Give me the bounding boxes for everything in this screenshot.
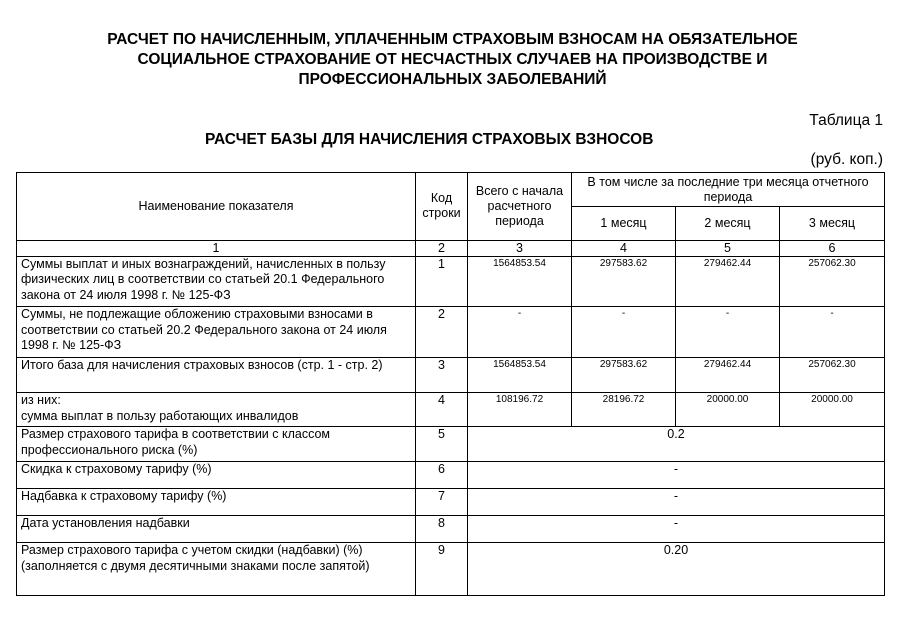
row-month-3: 257062.30	[780, 256, 885, 306]
row-value: 0.2	[468, 427, 885, 461]
column-number: 4	[572, 240, 676, 256]
row-name: Скидка к страховому тарифу (%)	[17, 461, 416, 488]
table-row	[17, 357, 885, 392]
row-month-1: 28196.72	[572, 393, 676, 427]
row-code: 1	[416, 256, 468, 306]
row-name	[17, 393, 416, 427]
row-code: 4	[416, 393, 468, 427]
row-name: Размер страхового тарифа в соответствии с классом профессионального риска (%)	[17, 427, 416, 461]
row-code: 9	[416, 543, 468, 596]
row-code: 5	[416, 427, 468, 461]
table-row	[17, 461, 885, 488]
table-row	[17, 307, 885, 357]
row-name: Суммы выплат и иных вознаграждений, начисленных в пользу физических лиц в соответствии со статьей 20.1 Федерального закона от 24 июля 1998 г. № 125-ФЗ	[17, 256, 416, 306]
header-month-2: 2 месяц	[676, 207, 780, 240]
row-total: 1564853.54	[468, 256, 572, 306]
document-title	[40, 30, 865, 90]
title-line-3: ПРОФЕССИОНАЛЬНЫХ ЗАБОЛЕВАНИЙ	[298, 71, 607, 88]
row-code: 2	[416, 307, 468, 357]
row-value: -	[468, 461, 885, 488]
row-name-line-2: сумма выплат в пользу работающих инвалидов	[21, 408, 299, 423]
row-value: -	[468, 488, 885, 515]
units-label: (руб. коп.)	[810, 151, 883, 168]
row-month-2: 279462.44	[676, 357, 780, 392]
row-month-1: 297583.62	[572, 256, 676, 306]
column-number: 1	[17, 240, 416, 256]
header-last-three-months: В том числе за последние три месяца отчетного периода	[572, 173, 885, 207]
row-name: Дата установления надбавки	[17, 516, 416, 543]
row-code: 7	[416, 488, 468, 515]
header-code: Код строки	[416, 173, 468, 241]
row-month-2: 279462.44	[676, 256, 780, 306]
row-total: 1564853.54	[468, 357, 572, 392]
header-total: Всего с начала расчетного периода	[468, 173, 572, 241]
row-month-1: 297583.62	[572, 357, 676, 392]
column-number: 3	[468, 240, 572, 256]
row-code: 6	[416, 461, 468, 488]
row-name: Размер страхового тарифа с учетом скидки (надбавки) (%) (заполняется с двумя десятичными знаками после запятой)	[17, 543, 416, 596]
header-name: Наименование показателя	[17, 173, 416, 241]
row-month-3: -	[780, 307, 885, 357]
table-row	[17, 543, 885, 596]
row-total: 108196.72	[468, 393, 572, 427]
calculation-table	[16, 172, 885, 596]
row-month-2: -	[676, 307, 780, 357]
row-name: Итого база для начисления страховых взносов (стр. 1 - стр. 2)	[17, 357, 416, 392]
column-number: 5	[676, 240, 780, 256]
title-line-1: РАСЧЕТ ПО НАЧИСЛЕННЫМ, УПЛАЧЕННЫМ СТРАХОВЫМ ВЗНОСАМ НА ОБЯЗАТЕЛЬНОЕ	[107, 31, 798, 48]
table-row	[17, 427, 885, 461]
header-row	[17, 173, 885, 207]
section-title: РАСЧЕТ БАЗЫ ДЛЯ НАЧИСЛЕНИЯ СТРАХОВЫХ ВЗНОСОВ	[205, 131, 654, 148]
row-month-3: 20000.00	[780, 393, 885, 427]
row-month-3: 257062.30	[780, 357, 885, 392]
row-month-2: 20000.00	[676, 393, 780, 427]
row-name: Суммы, не подлежащие обложению страховыми взносами в соответствии со статьей 20.2 Федерального закона от 24 июля 1998 г. № 125-ФЗ	[17, 307, 416, 357]
title-line-2: СОЦИАЛЬНОЕ СТРАХОВАНИЕ ОТ НЕСЧАСТНЫХ СЛУЧАЕВ НА ПРОИЗВОДСТВЕ И	[137, 51, 768, 68]
row-code: 8	[416, 516, 468, 543]
row-value: -	[468, 516, 885, 543]
row-name: Надбавка к страховому тарифу (%)	[17, 488, 416, 515]
header-month-1: 1 месяц	[572, 207, 676, 240]
column-number: 2	[416, 240, 468, 256]
row-total: -	[468, 307, 572, 357]
table-row	[17, 393, 885, 427]
table-row	[17, 488, 885, 515]
table-row	[17, 256, 885, 306]
table-row	[17, 516, 885, 543]
column-number: 6	[780, 240, 885, 256]
header-month-3: 3 месяц	[780, 207, 885, 240]
row-value: 0.20	[468, 543, 885, 596]
table-number: Таблица 1	[809, 112, 883, 129]
row-code: 3	[416, 357, 468, 392]
column-numbers-row	[17, 240, 885, 256]
row-month-1: -	[572, 307, 676, 357]
row-name-line-1: из них:	[21, 393, 61, 408]
